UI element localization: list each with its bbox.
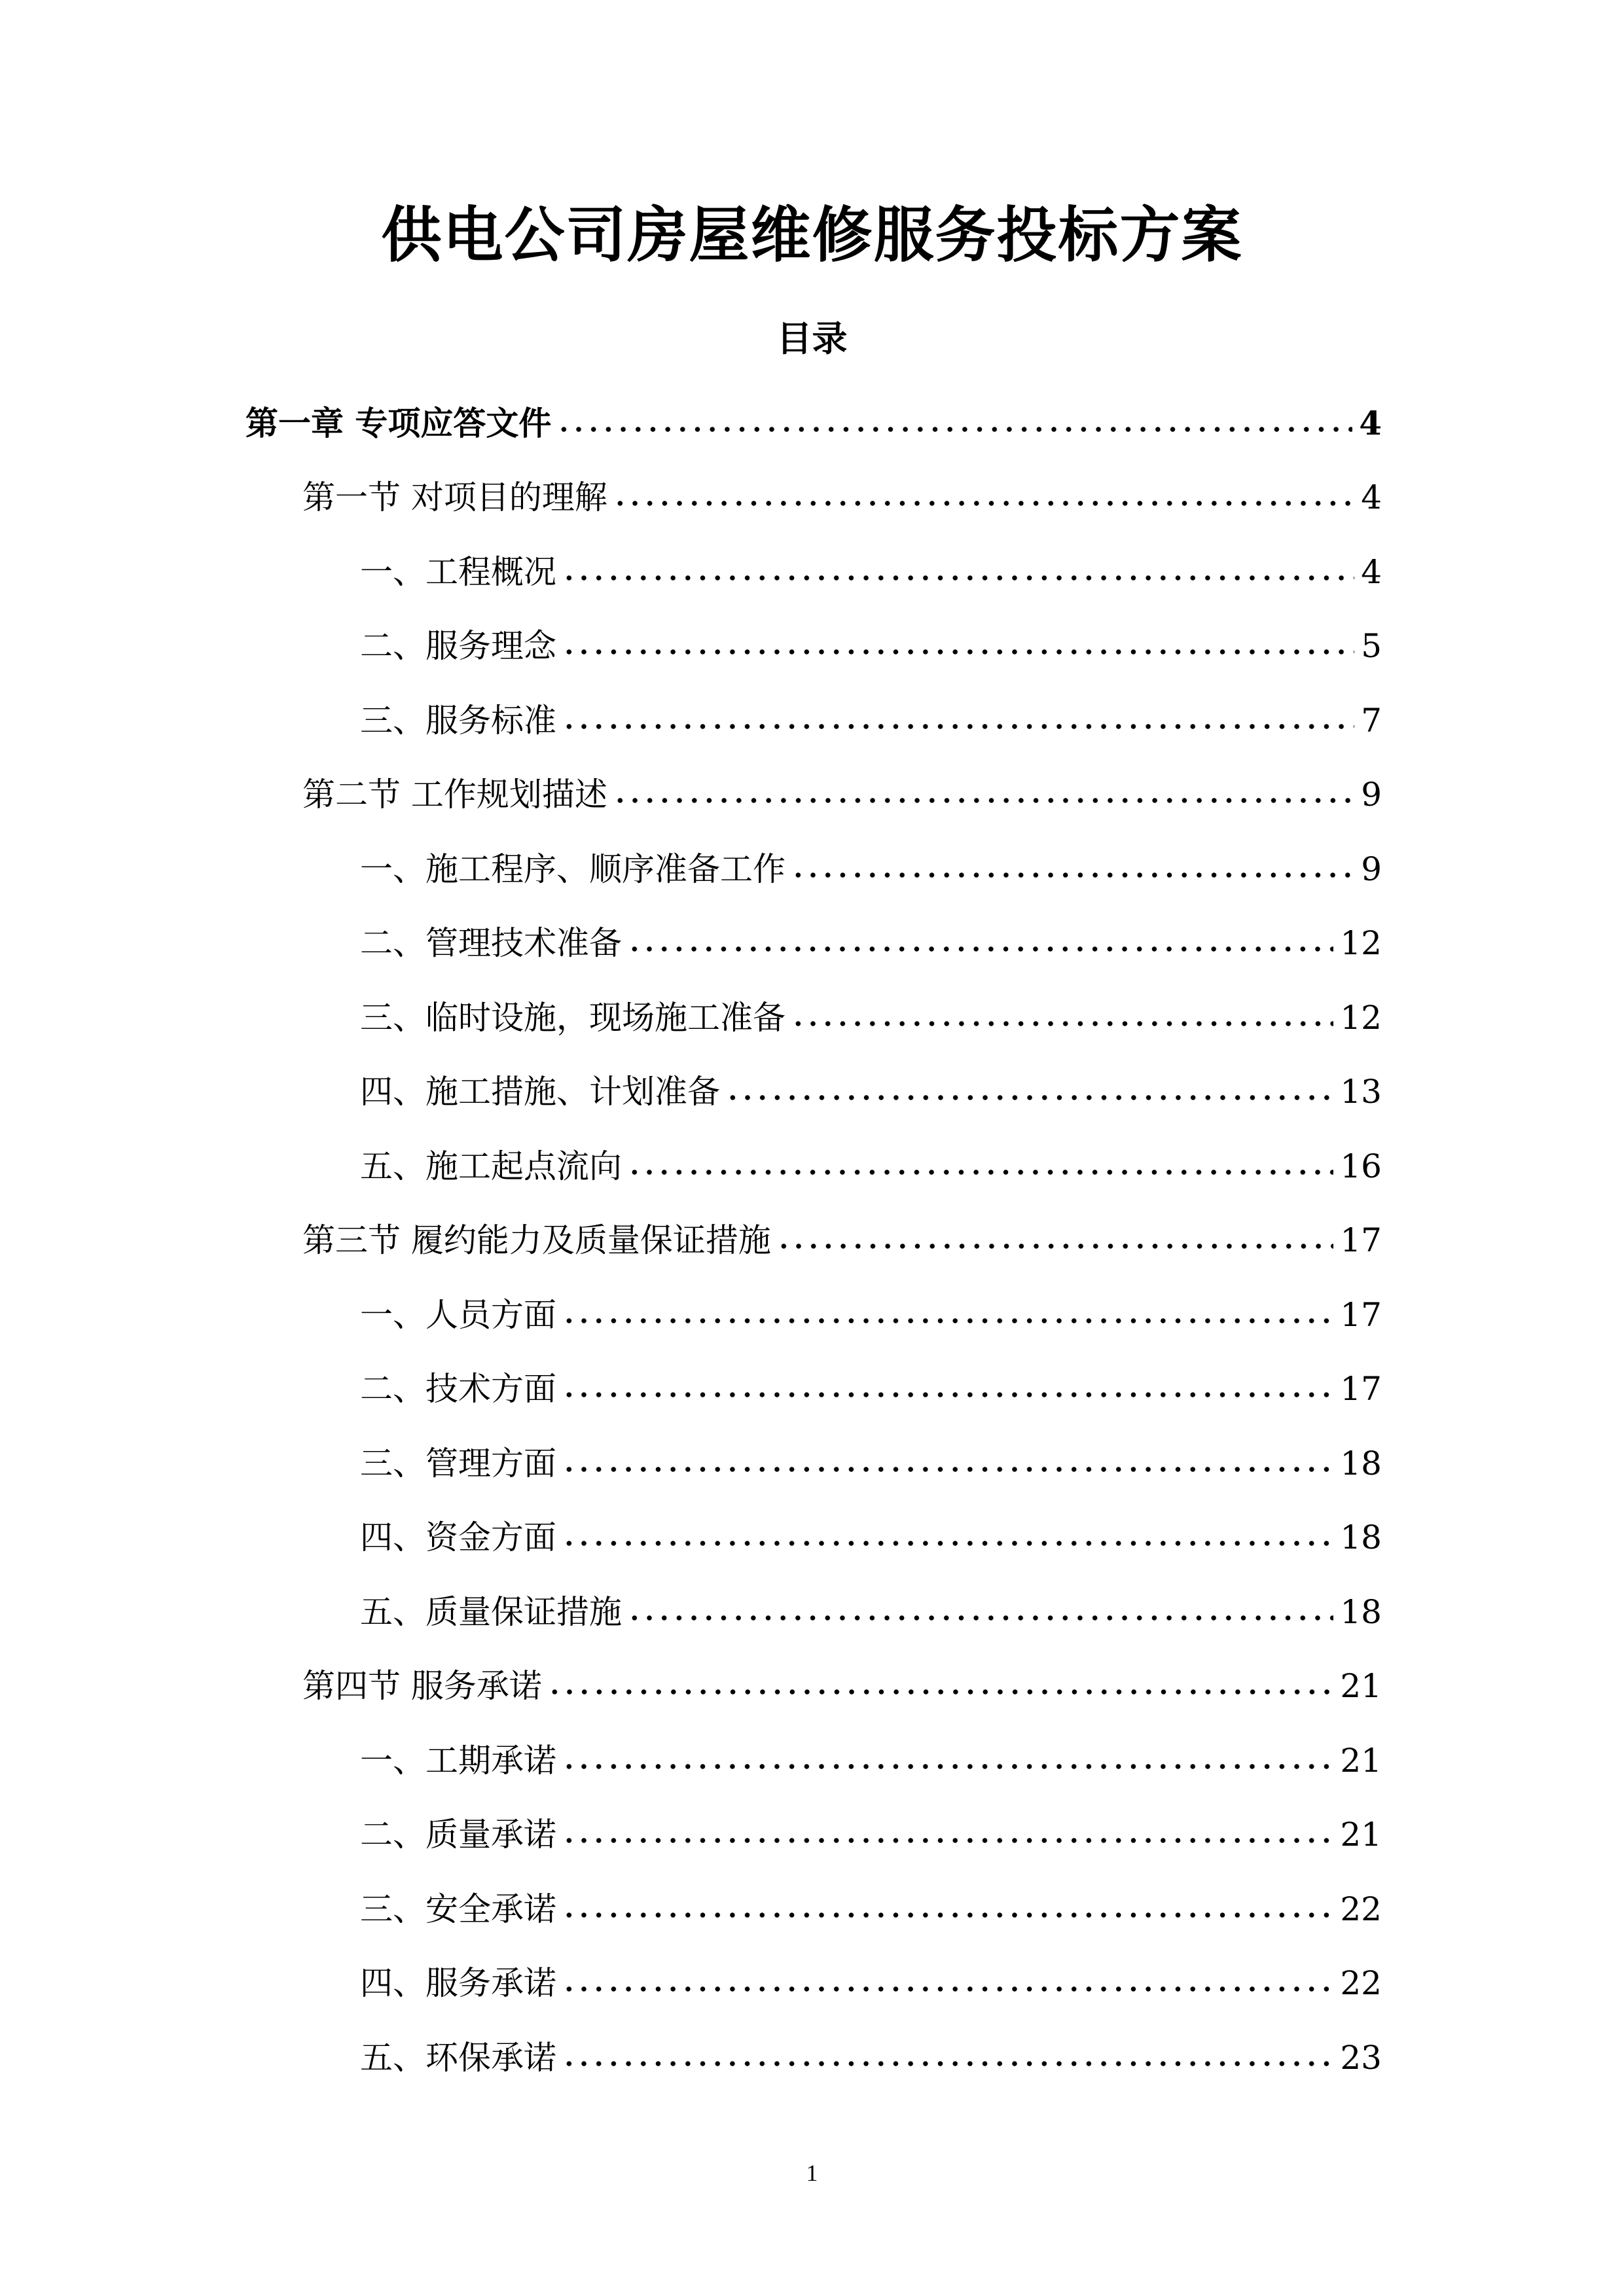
- toc-dot-leader: [562, 1834, 1333, 1847]
- toc-dot-leader: [725, 1091, 1333, 1104]
- toc-entry-chapter-1[interactable]: [0, 386, 1624, 461]
- toc-entry-page: 16: [1340, 1147, 1382, 1185]
- table-of-contents: [0, 386, 1624, 2095]
- toc-dot-leader: [562, 1982, 1333, 1996]
- toc-entry-item[interactable]: [0, 906, 1624, 981]
- toc-entry-item[interactable]: [0, 1872, 1624, 1946]
- toc-entry-label: 一、人员方面: [360, 1295, 556, 1334]
- toc-entry-label: 第四节 服务承诺: [302, 1667, 542, 1706]
- toc-entry-page: 17: [1340, 1221, 1382, 1260]
- toc-entry-page: 22: [1340, 1964, 1382, 2003]
- toc-entry-page: 21: [1340, 1816, 1382, 1854]
- toc-entry-label: 二、服务理念: [360, 627, 556, 666]
- toc-entry-page: 4: [1359, 403, 1382, 442]
- toc-entry-label: 一、工程概况: [360, 552, 556, 591]
- toc-entry-item[interactable]: [0, 1129, 1624, 1204]
- toc-entry-page: 4: [1361, 478, 1382, 517]
- toc-dot-leader: [562, 720, 1354, 733]
- toc-entry-item[interactable]: [0, 2020, 1624, 2095]
- toc-entry-label: 五、施工起点流向: [360, 1147, 622, 1185]
- toc-entry-page: 12: [1340, 998, 1382, 1037]
- toc-entry-page: 17: [1340, 1295, 1382, 1334]
- toc-entry-label: 一、施工程序、顺序准备工作: [360, 850, 785, 888]
- document-title: 供电公司房屋维修服务投标方案: [381, 200, 1243, 270]
- toc-entry-section-4[interactable]: [0, 1649, 1624, 1724]
- toc-entry-label: 三、管理方面: [360, 1444, 556, 1482]
- toc-entry-label: 二、质量承诺: [360, 1816, 556, 1854]
- toc-entry-item[interactable]: [0, 1798, 1624, 1873]
- toc-dot-leader: [562, 1463, 1333, 1476]
- toc-dot-leader: [791, 869, 1354, 882]
- toc-entry-label: 第一章 专项应答文件: [245, 404, 552, 442]
- toc-dot-leader: [562, 1537, 1333, 1550]
- toc-entry-item[interactable]: [0, 1055, 1624, 1130]
- toc-entry-label: 三、安全承诺: [360, 1890, 556, 1928]
- toc-dot-leader: [562, 1314, 1333, 1327]
- toc-entry-section-1[interactable]: [0, 461, 1624, 535]
- toc-dot-leader: [627, 1611, 1333, 1624]
- toc-entry-page: 18: [1340, 1592, 1382, 1631]
- toc-entry-page: 23: [1340, 2038, 1382, 2077]
- toc-entry-page: 9: [1361, 776, 1382, 814]
- toc-entry-page: 18: [1340, 1444, 1382, 1482]
- toc-entry-label: 五、环保承诺: [360, 2038, 556, 2077]
- toc-heading: 目录: [776, 318, 848, 359]
- toc-entry-item[interactable]: [0, 1575, 1624, 1649]
- toc-entry-page: 22: [1340, 1890, 1382, 1928]
- toc-dot-leader: [562, 645, 1354, 658]
- toc-entry-item[interactable]: [0, 535, 1624, 609]
- toc-dot-leader: [562, 2057, 1333, 2070]
- toc-dot-leader: [776, 1240, 1333, 1253]
- toc-dot-leader: [556, 423, 1352, 436]
- toc-entry-item[interactable]: [0, 1723, 1624, 1798]
- toc-entry-label: 二、管理技术准备: [360, 924, 622, 963]
- toc-dot-leader: [562, 1909, 1333, 1922]
- toc-entry-label: 二、技术方面: [360, 1370, 556, 1408]
- toc-dot-leader: [562, 1388, 1333, 1401]
- toc-dot-leader: [613, 794, 1354, 807]
- toc-entry-label: 三、服务标准: [360, 701, 556, 740]
- toc-entry-label: 四、服务承诺: [360, 1964, 556, 2003]
- toc-entry-item[interactable]: [0, 609, 1624, 684]
- toc-entry-page: 18: [1340, 1518, 1382, 1557]
- toc-entry-item[interactable]: [0, 832, 1624, 906]
- toc-entry-page: 9: [1361, 850, 1382, 888]
- toc-entry-item[interactable]: [0, 1501, 1624, 1575]
- toc-entry-page: 12: [1340, 924, 1382, 963]
- toc-entry-label: 一、工期承诺: [360, 1741, 556, 1780]
- page-number: 1: [806, 2160, 818, 2186]
- toc-dot-leader: [547, 1685, 1333, 1698]
- toc-dot-leader: [791, 1017, 1333, 1030]
- toc-entry-label: 第三节 履约能力及质量保证措施: [302, 1221, 771, 1260]
- toc-entry-label: 三、临时设施，现场施工准备: [360, 998, 785, 1037]
- toc-entry-page: 17: [1340, 1370, 1382, 1408]
- toc-dot-leader: [627, 942, 1333, 956]
- toc-entry-page: 21: [1340, 1667, 1382, 1706]
- toc-dot-leader: [613, 497, 1354, 510]
- toc-entry-page: 13: [1340, 1073, 1382, 1111]
- toc-entry-page: 5: [1361, 627, 1382, 666]
- toc-entry-label: 四、资金方面: [360, 1518, 556, 1557]
- toc-entry-item[interactable]: [0, 1946, 1624, 2021]
- toc-entry-item[interactable]: [0, 1352, 1624, 1427]
- toc-entry-section-2[interactable]: [0, 758, 1624, 833]
- toc-entry-item[interactable]: [0, 1426, 1624, 1501]
- toc-entry-label: 第一节 对项目的理解: [302, 478, 607, 517]
- toc-entry-item[interactable]: [0, 980, 1624, 1055]
- toc-dot-leader: [562, 1760, 1333, 1773]
- toc-entry-section-3[interactable]: [0, 1204, 1624, 1278]
- toc-entry-item[interactable]: [0, 1278, 1624, 1352]
- toc-dot-leader: [627, 1166, 1333, 1179]
- toc-entry-page: 7: [1361, 701, 1382, 740]
- toc-entry-item[interactable]: [0, 683, 1624, 758]
- toc-dot-leader: [562, 571, 1354, 584]
- toc-entry-label: 五、质量保证措施: [360, 1592, 622, 1631]
- toc-entry-page: 21: [1340, 1741, 1382, 1780]
- toc-entry-label: 第二节 工作规划描述: [302, 776, 607, 814]
- toc-entry-label: 四、施工措施、计划准备: [360, 1073, 720, 1111]
- toc-entry-page: 4: [1361, 552, 1382, 591]
